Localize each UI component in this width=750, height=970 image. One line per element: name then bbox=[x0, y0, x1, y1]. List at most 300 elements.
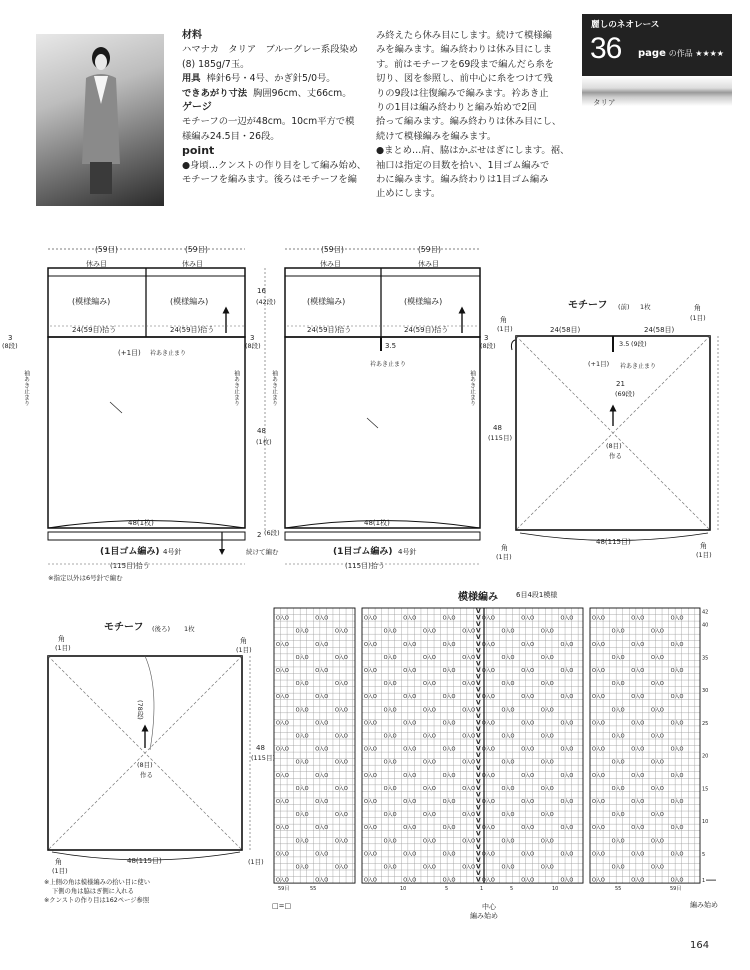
center-stitch: V bbox=[476, 614, 481, 622]
corner-label: 角 bbox=[694, 304, 701, 312]
stitch-symbol: O入O bbox=[315, 877, 329, 884]
stitch-symbol: O入O bbox=[592, 851, 605, 858]
stitch-symbol: O入O bbox=[611, 654, 625, 661]
page-word: page bbox=[638, 48, 666, 59]
stitch-symbol: O入O bbox=[383, 812, 397, 819]
stitch-symbol: O入O bbox=[462, 654, 476, 661]
row-number: 25 bbox=[702, 720, 709, 727]
stitch-symbol: O入O bbox=[315, 641, 329, 648]
side-dim: (8段) bbox=[245, 342, 261, 350]
column-number: 55 bbox=[615, 886, 622, 893]
point-line: モチーフを編みます。後ろはモチーフを編 bbox=[182, 174, 357, 186]
column-number: 59目 bbox=[670, 886, 682, 893]
pattern-label: (模様編み) bbox=[307, 297, 346, 306]
stitch-symbol: O入O bbox=[592, 799, 605, 805]
stitch-symbol: O入O bbox=[521, 877, 535, 884]
instruction-line: 袖口は指定の目数を拾い、1目ゴム編みで bbox=[376, 159, 550, 171]
stitch-symbol: O入O bbox=[383, 628, 397, 635]
stitch-symbol: O入O bbox=[364, 825, 377, 832]
stitch-symbol: O入O bbox=[276, 799, 289, 805]
center-stitch: V bbox=[476, 739, 481, 746]
project-header bbox=[582, 14, 732, 76]
stitch-symbol: O入O bbox=[334, 838, 348, 845]
motif-title: モチーフ bbox=[568, 300, 608, 311]
stitch-symbol: O入O bbox=[276, 746, 289, 753]
row-number: 42 bbox=[702, 609, 709, 616]
stitch-symbol: O入O bbox=[462, 864, 476, 871]
stitch-symbol: O入O bbox=[481, 772, 495, 779]
stitch-symbol: O入O bbox=[670, 772, 684, 779]
stitch-symbol: O入O bbox=[403, 746, 417, 753]
stitch-symbol: O入O bbox=[383, 759, 397, 766]
motif-sub: (後ろ) bbox=[152, 625, 171, 633]
center-label: 作る bbox=[140, 771, 153, 779]
instruction-line: 拾って編みます。編み終わりは休み目にし、 bbox=[376, 116, 562, 128]
materials-line: (8) 185g/7玉。 bbox=[182, 58, 250, 70]
center-stitch: V bbox=[476, 784, 481, 792]
dim-label: 24(58目) bbox=[644, 326, 675, 334]
stitch-symbol: O入O bbox=[295, 733, 309, 740]
stitch-symbol: O入O bbox=[501, 812, 515, 819]
center-stitch: V bbox=[476, 817, 481, 825]
stitch-symbol: O入O bbox=[560, 772, 574, 779]
stitch-symbol: O入O bbox=[364, 615, 377, 622]
stitch-symbol: O入O bbox=[560, 825, 574, 832]
width-label: 48(1枚) bbox=[364, 519, 390, 527]
stitch-symbol: O入O bbox=[276, 641, 289, 648]
pick-label: (115目)拾う bbox=[345, 562, 385, 570]
corner-label: 角 bbox=[58, 635, 65, 643]
stitch-symbol: O入O bbox=[631, 694, 645, 701]
note: 下側の角は脇はぎ側に入れる bbox=[52, 888, 134, 895]
row-number: 20 bbox=[702, 753, 709, 760]
stitch-symbol: O入O bbox=[295, 707, 309, 714]
pick-label: 24(59目)拾う bbox=[404, 326, 449, 334]
stitch-symbol: O入O bbox=[670, 825, 684, 832]
stitch-symbol: O入O bbox=[521, 799, 535, 805]
stitch-symbol: O入O bbox=[481, 851, 495, 858]
side-dim: 3 bbox=[250, 334, 255, 342]
row-number: 40 bbox=[702, 622, 709, 629]
center-stitch: V bbox=[476, 752, 481, 760]
side-dim: 3 bbox=[484, 334, 489, 342]
stitch-symbol: O入O bbox=[422, 733, 436, 740]
stitch-symbol: O入O bbox=[364, 772, 377, 779]
neck-stop-label: 衿あき止まり bbox=[620, 363, 657, 370]
center-stitch: V bbox=[476, 778, 481, 786]
gauge-line: モチーフの一辺が48cm。10cm平方で模 bbox=[182, 116, 355, 128]
dim-label: 21 bbox=[616, 380, 625, 388]
corner-label: (1目) bbox=[690, 314, 706, 322]
stitch-symbol: O入O bbox=[422, 812, 436, 819]
instruction-line: みを編みます。編み終わりは休み目にしま bbox=[376, 44, 552, 56]
stitch-symbol: O入O bbox=[631, 615, 645, 622]
stitch-symbol: O入O bbox=[383, 838, 397, 845]
stitch-symbol: O入O bbox=[650, 628, 664, 635]
stitch-symbol: O入O bbox=[501, 654, 515, 661]
stitch-symbol: O入O bbox=[481, 641, 495, 648]
stitch-symbol: O入O bbox=[670, 615, 684, 622]
stitch-symbol: O入O bbox=[403, 772, 417, 779]
dim-label: (115目) bbox=[251, 754, 275, 762]
stitch-symbol: O入O bbox=[592, 694, 605, 701]
stitch-symbol: O入O bbox=[383, 864, 397, 871]
rest-stitch-label: 休み目 bbox=[418, 260, 439, 268]
continue-label: 続けて編む bbox=[246, 548, 279, 556]
tools-text: 棒針6号・4号、かぎ針5/0号。 bbox=[206, 73, 336, 85]
stitch-symbol: O入O bbox=[631, 799, 645, 805]
dim-label: 24(58目) bbox=[550, 326, 581, 334]
rest-stitch-label: 休み目 bbox=[182, 260, 203, 268]
stitch-symbol: O入O bbox=[560, 720, 574, 727]
stitch-symbol: O入O bbox=[650, 785, 664, 792]
motif-title: モチーフ bbox=[104, 622, 144, 633]
stitch-symbol: O入O bbox=[631, 851, 645, 858]
sleeve-stop-label: 袖あき止まり bbox=[22, 370, 30, 406]
stitch-symbol: O入O bbox=[560, 746, 574, 753]
center-stitch: V bbox=[476, 876, 481, 884]
stitch-symbol: O入O bbox=[521, 772, 535, 779]
stitch-symbol: O入O bbox=[442, 641, 456, 648]
stitch-symbol: O入O bbox=[592, 772, 605, 779]
row-number: 15 bbox=[702, 786, 709, 793]
dim-label: (9段) bbox=[631, 340, 647, 348]
stitch-symbol: O入O bbox=[650, 733, 664, 740]
stitch-symbol: O入O bbox=[276, 772, 289, 779]
stitch-symbol: O入O bbox=[521, 668, 535, 674]
center-stitch: V bbox=[476, 791, 481, 799]
materials-block bbox=[182, 29, 370, 187]
instructions-block bbox=[376, 29, 572, 202]
dim-label: 48(115目) bbox=[596, 538, 631, 546]
page-suffix: の作品 ★★★★ bbox=[668, 49, 724, 58]
stitch-symbol: O入O bbox=[422, 838, 436, 845]
stitch-symbol: O入O bbox=[442, 694, 456, 701]
motif-count: 1枚 bbox=[184, 625, 195, 633]
stitch-symbol: O入O bbox=[540, 759, 554, 766]
stitch-symbol: O入O bbox=[403, 615, 417, 622]
stitch-symbol: O入O bbox=[422, 759, 436, 766]
stitch-symbol: O入O bbox=[592, 641, 605, 648]
needle-label: 4号針 bbox=[398, 548, 417, 556]
chart-title: 模様編み bbox=[458, 592, 498, 603]
stitch-symbol: O入O bbox=[560, 799, 574, 805]
center-stitch: V bbox=[476, 634, 481, 642]
stitch-symbol: O入O bbox=[540, 628, 554, 635]
motif-sub: (前) bbox=[618, 303, 630, 311]
stitch-symbol: O入O bbox=[540, 681, 554, 688]
stitch-symbol: O入O bbox=[501, 707, 515, 714]
project-number: 36 bbox=[590, 32, 622, 65]
corner-label: 角 bbox=[500, 316, 507, 324]
gauge-heading: ゲージ bbox=[182, 102, 212, 114]
corner-label: (1目) bbox=[496, 553, 512, 561]
stitch-symbol: O入O bbox=[442, 851, 456, 858]
stitch-symbol: O入O bbox=[295, 864, 309, 871]
stitch-symbol: O入O bbox=[521, 641, 535, 648]
stitch-symbol: O入O bbox=[540, 864, 554, 871]
stitch-symbol: O入O bbox=[650, 654, 664, 661]
pick-label: 24(59目)拾う bbox=[307, 326, 352, 334]
dim-label: 2 bbox=[257, 531, 262, 539]
stitch-symbol: O入O bbox=[403, 877, 417, 884]
stitch-symbol: O入O bbox=[592, 825, 605, 832]
center-stitch: V bbox=[476, 856, 481, 864]
yarn-label: タリア bbox=[593, 98, 616, 107]
stitch-symbol: O入O bbox=[276, 825, 289, 832]
stitch-symbol: O入O bbox=[276, 615, 289, 622]
sleeve-stop-label: 袖あき止まり bbox=[232, 370, 240, 406]
rest-stitch-label: 休み目 bbox=[86, 260, 107, 268]
stitch-symbol: O入O bbox=[521, 694, 535, 701]
plus-stitch: (+1目) bbox=[118, 349, 141, 357]
instruction-line: りの9段は往復編みで編みます。衿あき止 bbox=[376, 87, 549, 99]
note: ※クンストの作り目は162ページ参照 bbox=[44, 897, 150, 904]
chart-start-label: 編み始め bbox=[470, 912, 498, 920]
center-stitch: V bbox=[476, 647, 481, 655]
center-stitch: V bbox=[476, 850, 481, 858]
stitch-symbol: O入O bbox=[560, 694, 574, 701]
stitch-symbol: O入O bbox=[521, 746, 535, 753]
stitch-symbol: O入O bbox=[276, 851, 289, 858]
center-stitch: V bbox=[476, 627, 481, 635]
corner-label: 角 bbox=[240, 637, 247, 645]
center-stitch: V bbox=[476, 745, 481, 753]
stitch-symbol: O入O bbox=[481, 746, 495, 753]
width-label: 48(1枚) bbox=[128, 519, 154, 527]
stitch-symbol: O入O bbox=[442, 825, 456, 832]
stitch-symbol: O入O bbox=[334, 812, 348, 819]
stitch-symbol: O入O bbox=[670, 641, 684, 648]
stitch-symbol: O入O bbox=[481, 877, 495, 884]
motif-count: 1枚 bbox=[640, 303, 651, 311]
stitch-symbol: O入O bbox=[462, 838, 476, 845]
dim-label: (69段) bbox=[615, 390, 635, 398]
dim-label: (6段) bbox=[264, 529, 280, 537]
center-stitch: V bbox=[476, 686, 481, 694]
stitch-symbol: O入O bbox=[670, 877, 684, 884]
stitch-symbol: O入O bbox=[501, 864, 515, 871]
center-stitch: V bbox=[476, 811, 481, 819]
stitch-symbol: O入O bbox=[631, 746, 645, 753]
stitch-symbol: O入O bbox=[462, 812, 476, 819]
rib-label: (1目ゴム編み) bbox=[100, 547, 160, 557]
stitch-symbol: O入O bbox=[334, 628, 348, 635]
center-stitch: V bbox=[476, 680, 481, 688]
stitch-symbol: O入O bbox=[334, 864, 348, 871]
tools-heading: 用具 bbox=[182, 73, 201, 85]
stitch-symbol: O入O bbox=[650, 864, 664, 871]
stitch-symbol: O入O bbox=[276, 668, 289, 674]
stitch-symbol: O入O bbox=[334, 785, 348, 792]
stitch-symbol: O入O bbox=[631, 720, 645, 727]
center-stitch: V bbox=[476, 765, 481, 773]
stitch-symbol: O入O bbox=[481, 799, 495, 805]
instruction-line: ●まとめ…肩、脇はかぶせはぎにします。裾、 bbox=[376, 145, 570, 157]
plus-stitch: (+1目) bbox=[588, 360, 610, 368]
stitch-symbol: O入O bbox=[670, 851, 684, 858]
column-number: 1 bbox=[480, 886, 484, 893]
stitch-symbol: O入O bbox=[540, 707, 554, 714]
size-heading: できあがり寸法 bbox=[182, 87, 248, 99]
stitch-symbol: O入O bbox=[422, 681, 436, 688]
point-line: ●身頃…クンストの作り目をして編み始め、 bbox=[182, 159, 367, 171]
materials-heading: 材料 bbox=[182, 30, 202, 41]
column-number: 55 bbox=[310, 886, 317, 893]
stitch-symbol: O入O bbox=[650, 759, 664, 766]
row-number: 5 bbox=[702, 851, 706, 858]
center-stitch: V bbox=[476, 693, 481, 701]
rows-label: (78段) bbox=[136, 700, 144, 720]
center-stitch: V bbox=[476, 771, 481, 779]
stitch-symbol: O入O bbox=[276, 720, 289, 727]
stitch-symbol: O入O bbox=[670, 668, 684, 674]
series-title: 麗しのネオレース bbox=[591, 20, 660, 30]
stitch-symbol: O入O bbox=[295, 838, 309, 845]
corner-label: (1目) bbox=[236, 646, 252, 654]
stitch-symbol: O入O bbox=[540, 733, 554, 740]
dim-label: 3.5 bbox=[385, 342, 397, 350]
stitch-symbol: O入O bbox=[276, 694, 289, 701]
point-heading: point bbox=[182, 144, 215, 158]
center-stitch: V bbox=[476, 830, 481, 838]
corner-label: (1目) bbox=[52, 867, 68, 875]
stitch-symbol: O入O bbox=[364, 877, 377, 884]
pick-label: 24(59目)拾う bbox=[170, 326, 215, 334]
instruction-line: み終えたら休み目にします。続けて模様編 bbox=[376, 30, 552, 41]
stitch-symbol: O入O bbox=[422, 864, 436, 871]
stitch-symbol: O入O bbox=[383, 733, 397, 740]
center-stitch: V bbox=[476, 706, 481, 714]
garment-diagram bbox=[0, 230, 750, 590]
stitch-symbol: O入O bbox=[670, 799, 684, 805]
column-number: 5 bbox=[445, 886, 449, 893]
center-stitch: V bbox=[476, 621, 481, 629]
corner-label: 角 bbox=[501, 544, 508, 552]
chart-start-label: 編み始め bbox=[690, 901, 718, 909]
stitch-symbol: O入O bbox=[422, 654, 436, 661]
stitch-symbol: O入O bbox=[521, 825, 535, 832]
dim-label: 48 bbox=[256, 744, 265, 752]
neck-stop-label: 衿あき止まり bbox=[150, 350, 187, 357]
stitch-symbol: O入O bbox=[315, 772, 329, 779]
center-stitch: V bbox=[476, 666, 481, 674]
stitch-symbol: O入O bbox=[462, 707, 476, 714]
center-stitch: V bbox=[476, 870, 481, 877]
page-number: 164 bbox=[690, 940, 710, 951]
dim-label: (115目) bbox=[488, 434, 512, 442]
vertical-dimensions bbox=[246, 268, 280, 556]
row-number: 35 bbox=[702, 655, 709, 662]
stitch-symbol: O入O bbox=[611, 838, 625, 845]
stitch-symbol: O入O bbox=[383, 681, 397, 688]
row-number: 30 bbox=[702, 688, 709, 695]
stitch-symbol: O入O bbox=[462, 628, 476, 635]
stitch-symbol: O入O bbox=[560, 877, 574, 884]
stitch-symbol: O入O bbox=[592, 668, 605, 674]
stitch-symbol: O入O bbox=[403, 641, 417, 648]
side-dim: (8段) bbox=[480, 342, 496, 350]
stitch-symbol: O入O bbox=[422, 707, 436, 714]
stitch-symbol: O入O bbox=[521, 615, 535, 622]
dim-label: 48 bbox=[493, 424, 502, 432]
stitch-symbol: O入O bbox=[611, 628, 625, 635]
corner-label: (1目) bbox=[497, 325, 513, 333]
stitch-symbol: O入O bbox=[462, 733, 476, 740]
stitch-symbol: O入O bbox=[650, 812, 664, 819]
center-stitch: V bbox=[476, 699, 481, 707]
instruction-line: 止めにします。 bbox=[376, 188, 441, 200]
chart-grid-block bbox=[590, 608, 700, 883]
stitch-symbol: O入O bbox=[521, 851, 535, 858]
stitch-symbol: O入O bbox=[540, 812, 554, 819]
back-panel bbox=[2, 245, 261, 570]
center-label: 作る bbox=[609, 452, 622, 460]
center-stitch: V bbox=[476, 673, 481, 681]
dim-label: 3.5 bbox=[619, 340, 630, 348]
stitch-symbol: O入O bbox=[631, 668, 645, 674]
dim-label: 48 bbox=[257, 427, 266, 435]
pattern-label: (模様編み) bbox=[170, 297, 209, 306]
stitch-symbol: O入O bbox=[611, 707, 625, 714]
stitch-symbol: O入O bbox=[442, 746, 456, 753]
stitch-symbol: O入O bbox=[481, 615, 495, 622]
stitch-symbol: O入O bbox=[611, 864, 625, 871]
sleeve-stop-label: 袖あき止まり bbox=[468, 370, 476, 406]
center-stitch: V bbox=[476, 837, 481, 845]
center-stitch: V bbox=[476, 712, 481, 720]
stitch-symbol: O入O bbox=[403, 799, 417, 805]
stitch-symbol: O入O bbox=[611, 733, 625, 740]
center-stitch: V bbox=[476, 653, 481, 661]
dim-label: (59目) bbox=[321, 245, 344, 254]
stitch-symbol: O入O bbox=[670, 720, 684, 727]
center-stitch: V bbox=[476, 863, 481, 871]
stitch-symbol: O入O bbox=[403, 825, 417, 832]
stitch-symbol: O入O bbox=[540, 654, 554, 661]
stitch-symbol: O入O bbox=[334, 733, 348, 740]
stitch-symbol: O入O bbox=[383, 707, 397, 714]
stitch-symbol: O入O bbox=[501, 733, 515, 740]
stitch-symbol: O入O bbox=[276, 877, 289, 884]
stitch-symbol: O入O bbox=[383, 654, 397, 661]
pattern-label: (模様編み) bbox=[72, 297, 111, 306]
size-text: 胸囲96cm、丈66cm。 bbox=[253, 87, 352, 99]
stitch-symbol: O入O bbox=[481, 668, 495, 674]
stitch-symbol: O入O bbox=[501, 681, 515, 688]
stitch-symbol: O入O bbox=[315, 668, 329, 674]
corner-label: (1目) bbox=[55, 644, 71, 652]
instruction-line: す。前はモチーフを69段まで編んだら糸を bbox=[376, 58, 554, 70]
stitch-symbol: O入O bbox=[315, 615, 329, 622]
stitch-symbol: O入O bbox=[364, 799, 377, 805]
stitch-symbol: O入O bbox=[315, 720, 329, 727]
instruction-line: りの1目は編み終わりと編み始めで2回 bbox=[376, 102, 537, 114]
sleeve-stop-label: 袖あき止まり bbox=[270, 370, 278, 406]
chart-sub: 6目4段1模様 bbox=[516, 591, 558, 599]
stitch-symbol: O入O bbox=[403, 694, 417, 701]
dim-label: (59目) bbox=[185, 245, 208, 254]
corner-label: 角 bbox=[55, 858, 62, 866]
side-dim: 3 bbox=[8, 334, 13, 342]
materials-line: ハマナカ タリア ブルーグレー系段染め bbox=[182, 44, 359, 56]
stitch-symbol: O入O bbox=[631, 641, 645, 648]
motif-front bbox=[488, 299, 718, 561]
stitch-symbol: O入O bbox=[364, 641, 377, 648]
instruction-line: 切り、図を参照し、前中心に糸をつけて残 bbox=[376, 73, 553, 85]
stitch-symbol: O入O bbox=[462, 785, 476, 792]
stitch-symbol: O入O bbox=[442, 615, 456, 622]
